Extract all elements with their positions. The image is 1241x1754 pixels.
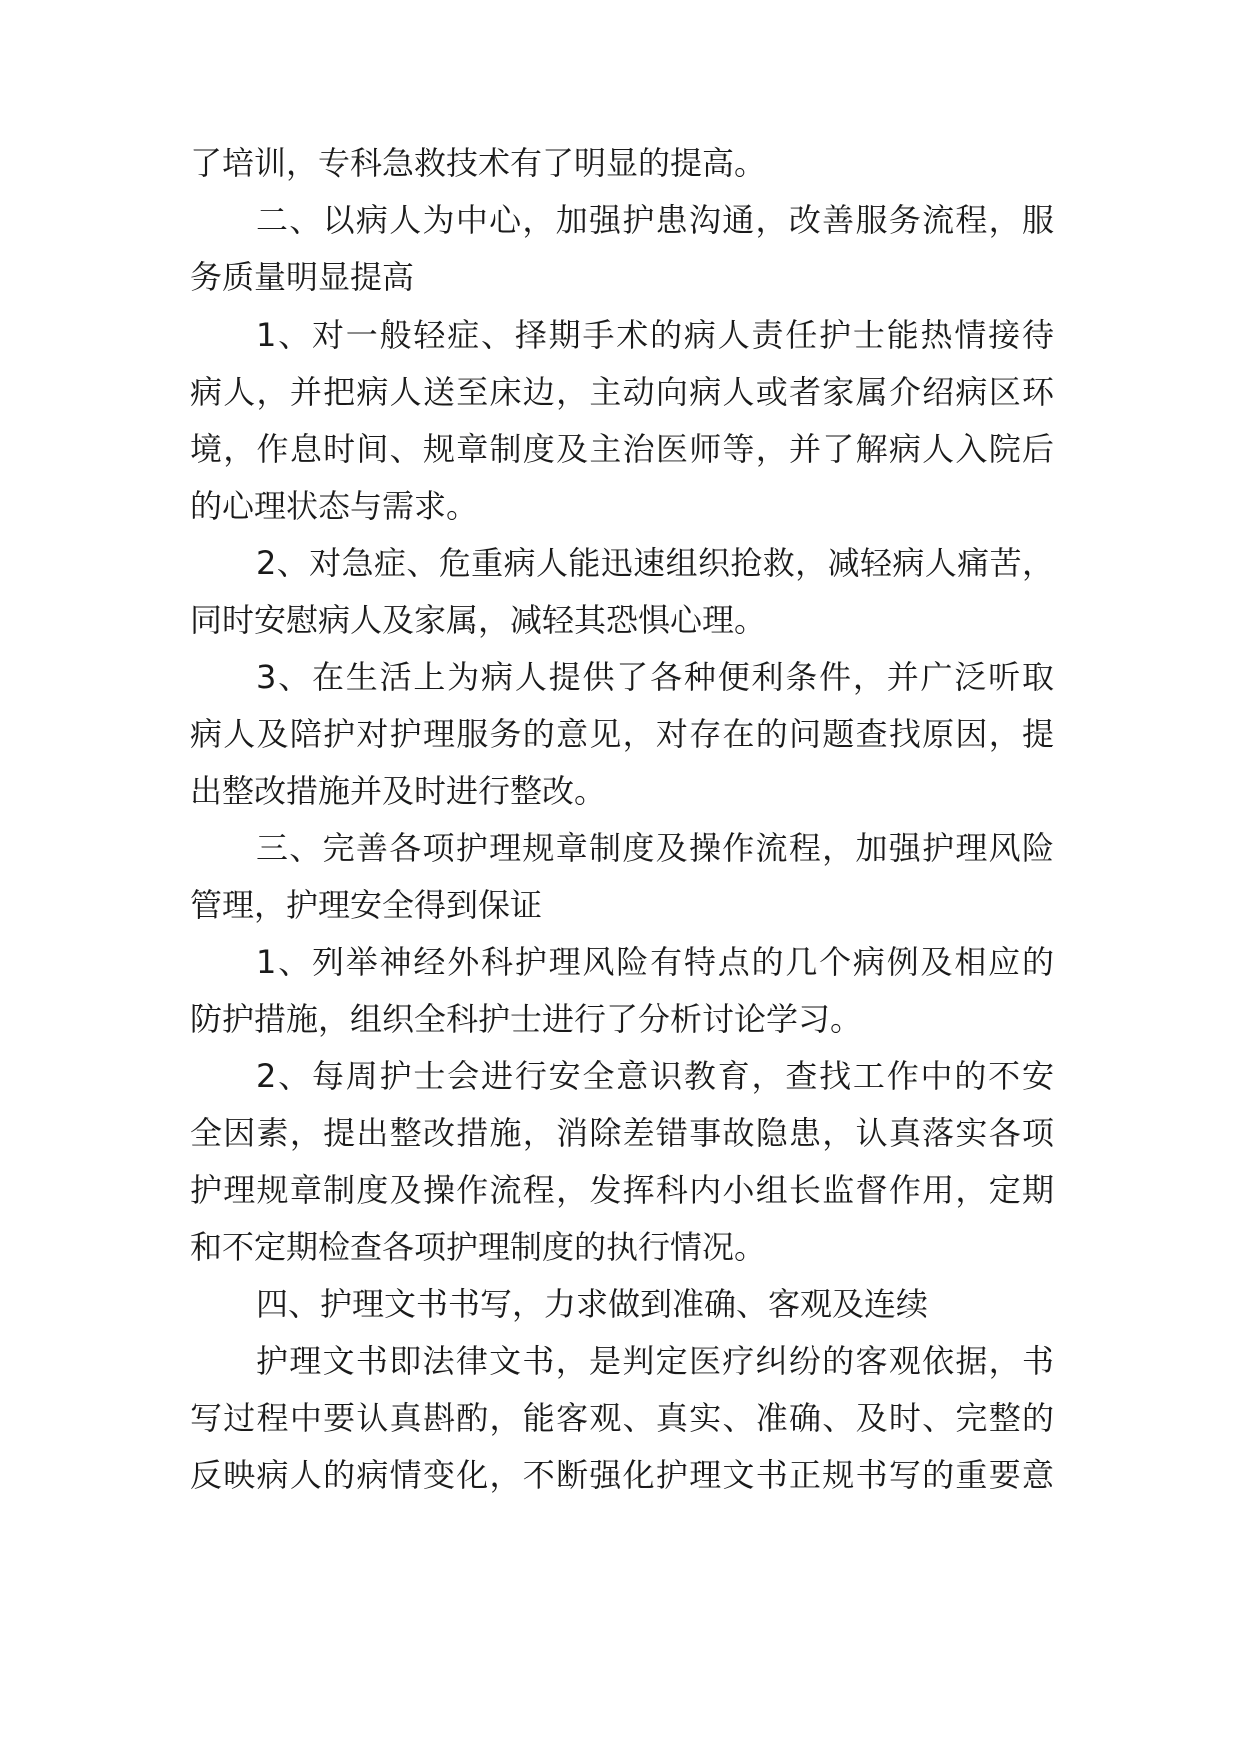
section-heading: 二、以病人为中心，加强护患沟通，改善服务流程，服 — [256, 201, 1054, 239]
text-line: 防护措施，组织全科护士进行了分析讨论学习。 — [190, 1000, 863, 1038]
section-heading: 管理，护理安全得到保证 — [190, 886, 543, 924]
text-line: 护理文书即法律文书，是判定医疗纠纷的客观依据，书 — [256, 1342, 1054, 1380]
section-heading: 四、护理文书书写，力求做到准确、客观及连续 — [256, 1285, 929, 1323]
text-line: 同时安慰病人及家属，减轻其恐惧心理。 — [190, 601, 767, 639]
text-line: 1、列举神经外科护理风险有特点的几个病例及相应的 — [256, 943, 1054, 981]
text-line: 境，作息时间、规章制度及主治医师等，并了解病人入院后 — [190, 430, 1054, 468]
section-heading: 三、完善各项护理规章制度及操作流程，加强护理风险 — [256, 829, 1054, 867]
text-line: 护理规章制度及操作流程，发挥科内小组长监督作用，定期 — [190, 1171, 1054, 1209]
text-line: 病人及陪护对护理服务的意见，对存在的问题查找原因，提 — [190, 715, 1054, 753]
section-heading: 务质量明显提高 — [190, 258, 415, 296]
text-line: 写过程中要认真斟酌，能客观、真实、准确、及时、完整的 — [190, 1399, 1054, 1437]
text-line: 出整改措施并及时进行整改。 — [190, 772, 607, 810]
text-line: 2、对急症、危重病人能迅速组织抢救，减轻病人痛苦， — [256, 544, 1054, 582]
text-line: 病人，并把病人送至床边，主动向病人或者家属介绍病区环 — [190, 373, 1054, 411]
text-line: 反映病人的病情变化，不断强化护理文书正规书写的重要意 — [190, 1456, 1054, 1494]
text-line: 和不定期检查各项护理制度的执行情况。 — [190, 1228, 767, 1266]
text-line: 3、在生活上为病人提供了各种便利条件，并广泛听取 — [256, 658, 1054, 696]
text-line: 了培训，专科急救技术有了明显的提高。 — [190, 144, 767, 182]
text-line: 全因素，提出整改措施，消除差错事故隐患，认真落实各项 — [190, 1114, 1054, 1152]
text-line: 2、每周护士会进行安全意识教育，查找工作中的不安 — [256, 1057, 1054, 1095]
text-line: 1、对一般轻症、择期手术的病人责任护士能热情接待 — [256, 316, 1054, 354]
text-line: 的心理状态与需求。 — [190, 487, 479, 525]
